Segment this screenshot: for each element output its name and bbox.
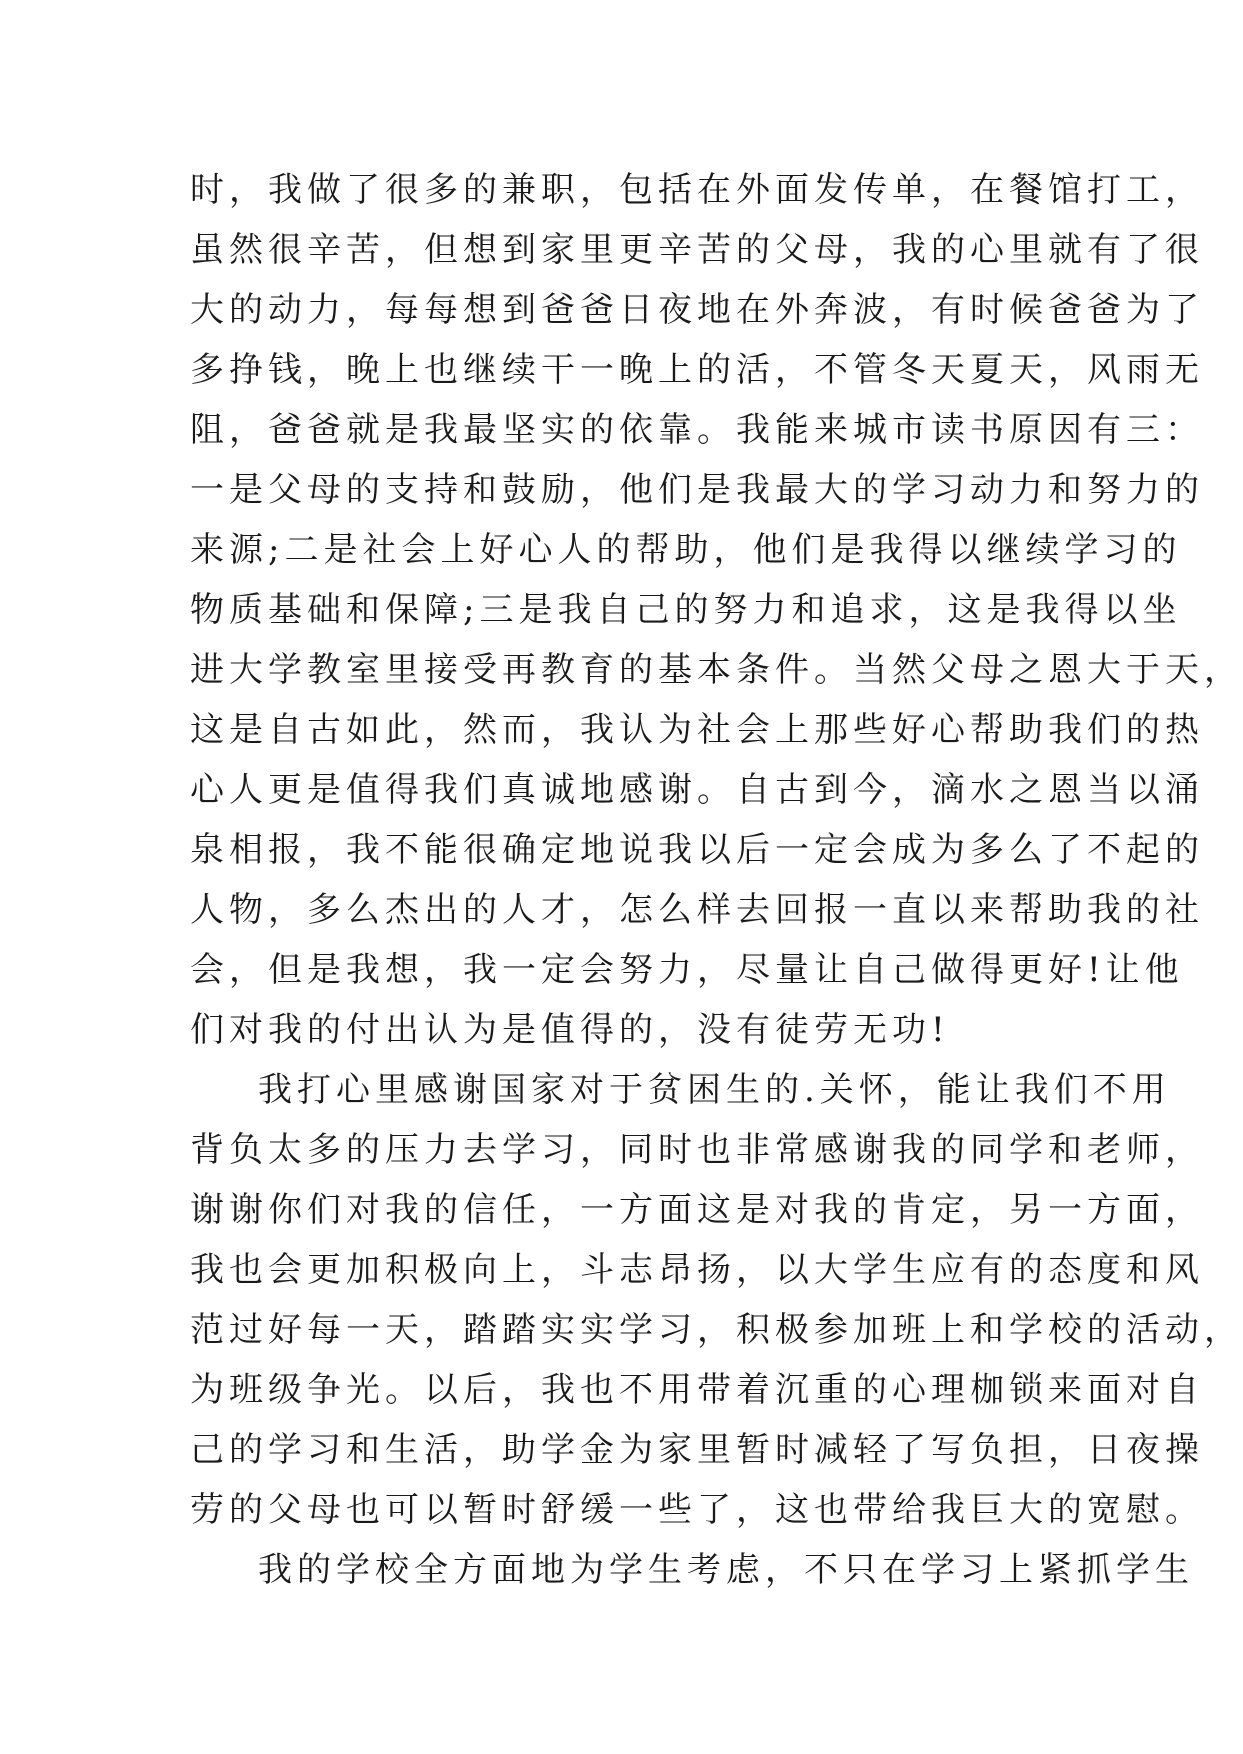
text-line: 心人更是值得我们真诚地感谢。自古到今，滴水之恩当以涌 — [190, 770, 1204, 810]
text-line: 劳的父母也可以暂时舒缓一些了，这也带给我巨大的宽慰。 — [190, 1490, 1204, 1530]
text-line: 时，我做了很多的兼职，包括在外面发传单，在餐馆打工， — [190, 170, 1204, 210]
body-text — [190, 160, 1243, 1600]
text-line: 进大学教室里接受再教育的基本条件。当然父母之恩大于天， — [190, 650, 1243, 690]
text-line: 大的动力，每每想到爸爸日夜地在外奔波，有时候爸爸为了 — [190, 290, 1204, 330]
text-line: 们对我的付出认为是值得的，没有徒劳无功! — [190, 1010, 950, 1050]
text-line: 人物，多么杰出的人才，怎么样去回报一直以来帮助我的社 — [190, 890, 1204, 930]
text-line: 范过好每一天，踏踏实实学习，积极参加班上和学校的活动， — [190, 1310, 1243, 1350]
text-line: 多挣钱，晚上也继续干一晚上的活，不管冬天夏天，风雨无 — [190, 350, 1204, 390]
text-line: 我也会更加积极向上，斗志昂扬，以大学生应有的态度和风 — [190, 1250, 1204, 1290]
paragraph-start-line: 我打心里感谢国家对于贫困生的.关怀，能让我们不用 — [258, 1070, 1171, 1110]
text-line: 这是自古如此，然而，我认为社会上那些好心帮助我们的热 — [190, 710, 1204, 750]
text-line: 为班级争光。以后，我也不用带着沉重的心理枷锁来面对自 — [190, 1370, 1204, 1410]
text-line: 泉相报，我不能很确定地说我以后一定会成为多么了不起的 — [190, 830, 1204, 870]
paragraph-start-line: 我的学校全方面地为学生考虑，不只在学习上紧抓学生 — [258, 1550, 1194, 1590]
text-line: 谢谢你们对我的信任，一方面这是对我的肯定，另一方面， — [190, 1190, 1204, 1230]
text-line: 会，但是我想，我一定会努力，尽量让自己做得更好!让他 — [190, 950, 1184, 990]
text-line: 一是父母的支持和鼓励，他们是我最大的学习动力和努力的 — [190, 470, 1204, 510]
text-line: 阻，爸爸就是我最坚实的依靠。我能来城市读书原因有三： — [190, 410, 1204, 450]
text-line: 背负太多的压力去学习，同时也非常感谢我的同学和老师， — [190, 1130, 1204, 1170]
text-line: 己的学习和生活，助学金为家里暂时减轻了写负担，日夜操 — [190, 1430, 1204, 1470]
text-line: 物质基础和保障;三是我自己的努力和追求，这是我得以坐 — [190, 590, 1182, 630]
text-line: 来源;二是社会上好心人的帮助，他们是我得以继续学习的 — [190, 530, 1182, 570]
text-line: 虽然很辛苦，但想到家里更辛苦的父母，我的心里就有了很 — [190, 230, 1204, 270]
